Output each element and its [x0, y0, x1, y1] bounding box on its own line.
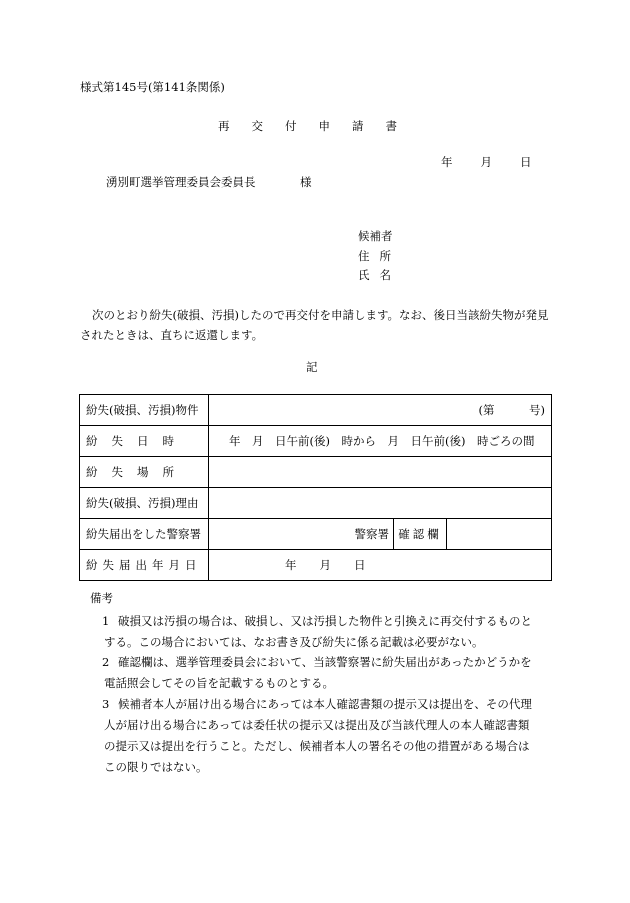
row-label-police: 紛失届出をした警察署	[80, 519, 209, 550]
note-line: 確認欄は、選挙管理委員会において、当該警察署に紛失届出があったかどうかを	[118, 655, 532, 669]
notes-title: 備考	[90, 591, 113, 605]
note-line: この限りではない。	[104, 760, 208, 774]
note-line: する。この場合においては、なお書き及び紛失に係る記載は必要がない。	[104, 635, 484, 649]
datetime-value-field[interactable]: 年 月 日午前(後) 時から 月 日午前(後) 時ごろの間	[209, 426, 552, 457]
table-row	[80, 457, 552, 488]
note-item	[80, 611, 550, 653]
table-row	[80, 550, 552, 581]
confirm-label: 確認欄	[393, 519, 447, 549]
application-table	[79, 394, 552, 581]
note-number: 1	[102, 614, 110, 628]
date-day: 日	[520, 155, 532, 169]
police-station-field[interactable]: 警察署	[354, 527, 389, 541]
police-cell	[209, 519, 552, 550]
row-label-place: 紛失場所	[80, 457, 209, 488]
reason-value-field[interactable]	[209, 488, 552, 519]
row-label-report-date: 紛失届出年月日	[80, 550, 209, 581]
date-line	[441, 157, 532, 169]
report-date-field[interactable]: 年 月 日	[209, 550, 552, 581]
note-item	[80, 694, 550, 778]
name-label: 氏名	[358, 268, 401, 282]
candidate-label: 候補者	[358, 229, 393, 243]
note-number: 3	[102, 697, 110, 711]
note-line: 電話照会してその旨を記載するものとする。	[104, 676, 334, 690]
note-line: 破損又は汚損の場合は、破損し、又は汚損した物件と引換えに再交付するものと	[118, 614, 532, 628]
table-row	[80, 519, 552, 550]
note-number: 2	[102, 655, 110, 669]
table-row	[80, 395, 552, 426]
table-row	[80, 426, 552, 457]
form-number: 様式第145号(第141条関係)	[80, 80, 225, 94]
addressee-suffix: 様	[300, 175, 312, 189]
ki-heading: 記	[306, 360, 318, 374]
item-value-field[interactable]: (第 号)	[209, 395, 552, 426]
body-text: 次のとおり紛失(破損、汚損)したので再交付を申請します。なお、後日当該紛失物が発見されたときは、直ちに返還します。	[80, 308, 549, 342]
date-year: 年	[441, 155, 453, 169]
row-label-reason: 紛失(破損、汚損)理由	[80, 488, 209, 519]
document-title: 再交付申請書	[218, 119, 419, 133]
row-label-datetime: 紛失日時	[80, 426, 209, 457]
note-item	[80, 652, 550, 694]
address-label: 住所	[358, 249, 401, 263]
table-row	[80, 488, 552, 519]
row-label-item: 紛失(破損、汚損)物件	[80, 395, 209, 426]
note-line: の提示又は提出を行うこと。ただし、候補者本人の署名その他の措置がある場合は	[104, 739, 530, 753]
date-month: 月	[480, 155, 492, 169]
place-value-field[interactable]	[209, 457, 552, 488]
note-line: 人が届け出る場合にあっては委任状の提示又は提出及び当該代理人の本人確認書類	[104, 718, 530, 732]
addressee: 湧別町選挙管理委員会委員長	[106, 175, 256, 189]
note-line: 候補者本人が届け出る場合にあっては本人確認書類の提示又は提出を、その代理	[118, 697, 532, 711]
